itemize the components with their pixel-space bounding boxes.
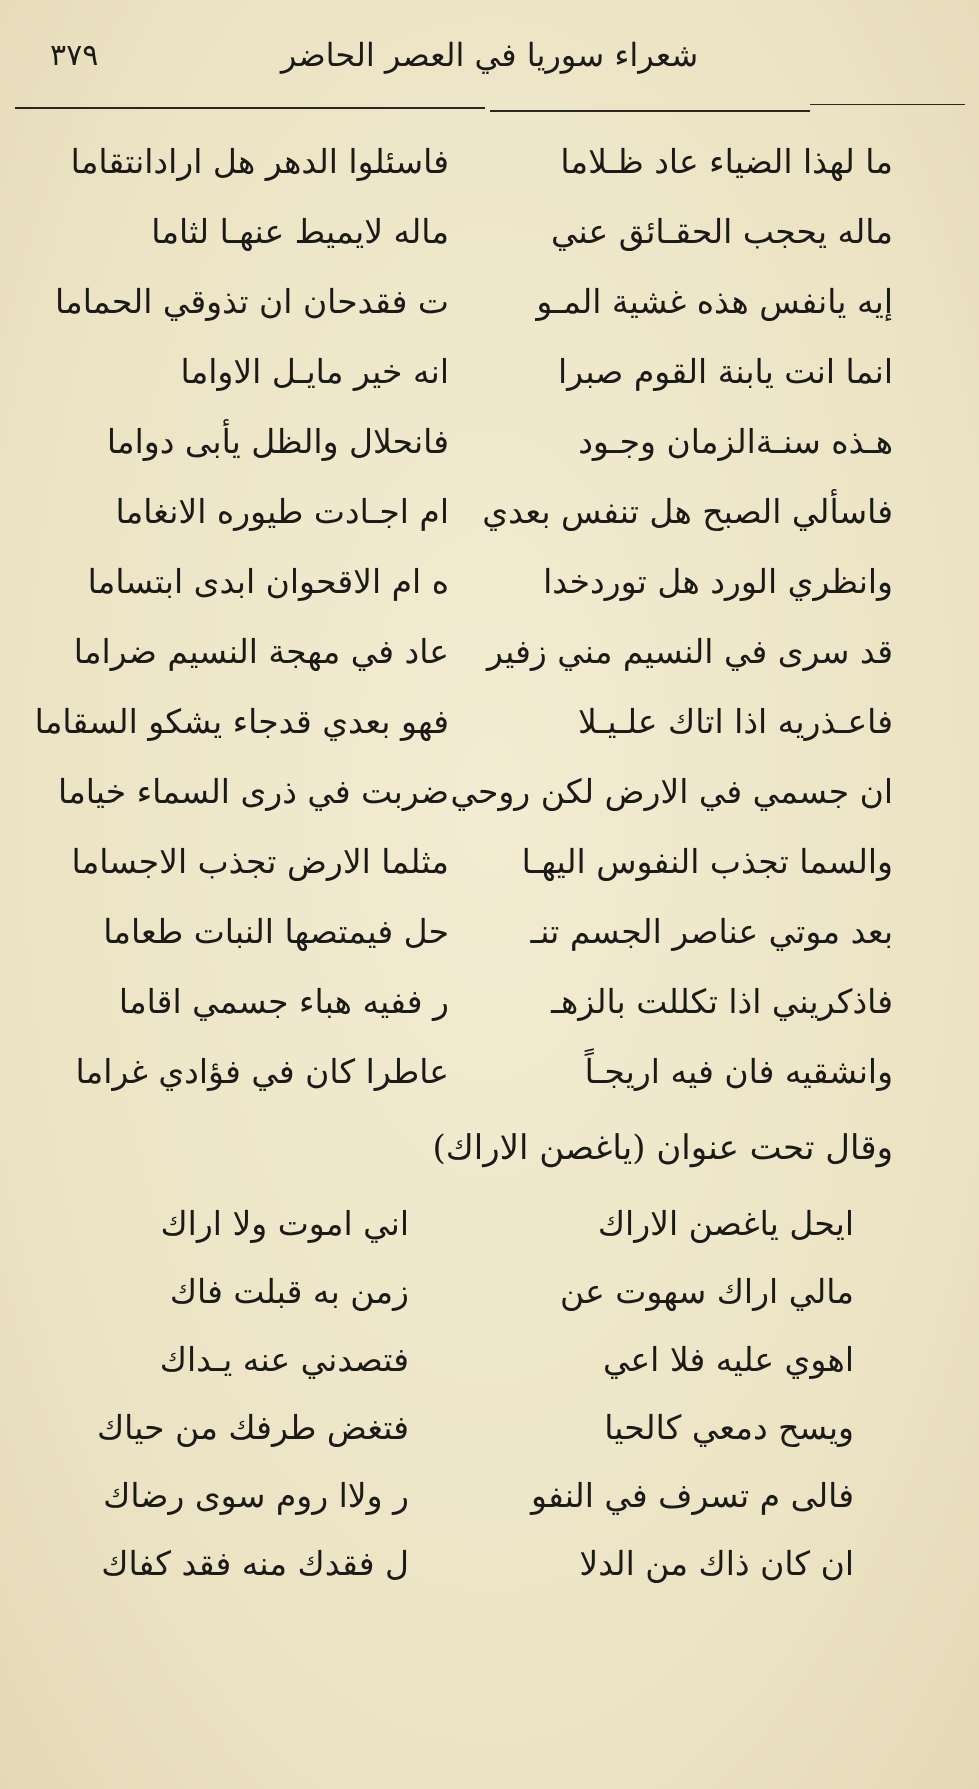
verse-second-hemistich: فتغض طرفك من حياك — [96, 1408, 409, 1447]
header-rule — [15, 107, 485, 109]
verse-first-hemistich: ما لهذا الضياء عاد ظـلاما — [560, 142, 893, 181]
verse-line — [0, 1532, 979, 1600]
verse-first-hemistich: انما انت يابنة القوم صبرا — [557, 352, 893, 391]
verse-first-hemistich: وانشقيه فان فيه اريجـاً — [584, 1052, 893, 1091]
verse-first-hemistich: فالى م تسرف في النفو — [530, 1476, 854, 1515]
verse-second-hemistich: عاطرا كان في فؤادي غراما — [75, 1052, 449, 1091]
verse-first-hemistich: مالي اراك سهوت عن — [559, 1272, 854, 1311]
verse-first-hemistich: ويسح دمعي كالحيا — [604, 1408, 854, 1447]
verse-first-hemistich: بعد موتي عناصر الجسم تنـ — [530, 912, 893, 951]
verse-line — [0, 1464, 979, 1532]
verse-first-hemistich: فاعـذريه اذا اتاك علـيـلا — [577, 702, 893, 741]
verse-second-hemistich: ر ففيه هباء جسمي اقاما — [118, 982, 449, 1021]
verse-second-hemistich: ل فقدك منه فقد كفاك — [101, 1544, 409, 1583]
verse-line — [0, 690, 979, 760]
verse-line — [0, 480, 979, 550]
verse-line — [0, 1040, 979, 1110]
verse-first-hemistich: إيه يانفس هذه غشية المـو — [536, 282, 893, 321]
verse-second-hemistich: انه خير مايـل الاواما — [180, 352, 449, 391]
verse-second-hemistich: زمن به قبلت فاك — [169, 1272, 409, 1311]
second-poem — [0, 1192, 979, 1600]
verse-second-hemistich: ام اجـادت طيوره الانغاما — [115, 492, 449, 531]
page-header — [20, 28, 959, 88]
verse-first-hemistich: قد سرى في النسيم مني زفير — [486, 632, 893, 671]
verse-line — [0, 900, 979, 970]
verse-first-hemistich: ماله يحجب الحقـائق عني — [551, 212, 893, 251]
header-rule — [490, 110, 810, 112]
verse-line — [0, 550, 979, 620]
verse-line — [0, 760, 979, 830]
verse-first-hemistich: هـذه سنـةالزمان وجـود — [578, 422, 893, 461]
verse-line — [0, 130, 979, 200]
verse-second-hemistich: ت فقدحان ان تذوقي الحماما — [54, 282, 449, 321]
verse-line — [0, 620, 979, 690]
verse-second-hemistich: مثلما الارض تجذب الاجساما — [71, 842, 449, 881]
verse-second-hemistich: ه ام الاقحوان ابدى ابتساما — [87, 562, 449, 601]
verse-line — [0, 1260, 979, 1328]
verse-line — [0, 1192, 979, 1260]
verse-second-hemistich: حل فيمتصها النبات طعاما — [103, 912, 449, 951]
verse-line — [0, 200, 979, 270]
verse-line — [0, 830, 979, 900]
verse-first-hemistich: ان جسمي في الارض لكن روحي — [450, 772, 893, 811]
verse-first-hemistich: وانظري الورد هل توردخدا — [543, 562, 893, 601]
verse-first-hemistich: ان كان ذاك من الدلا — [579, 1544, 854, 1583]
page-number: ٣٧٩ — [50, 38, 99, 73]
verse-line — [0, 1328, 979, 1396]
poem-subheading — [0, 1110, 979, 1192]
verse-second-hemistich: ر ولاا روم سوى رضاك — [103, 1476, 409, 1515]
verse-second-hemistich: فتصدني عنه يـداك — [159, 1340, 409, 1379]
verse-first-hemistich: فاسألي الصبح هل تنفس بعدي — [482, 492, 893, 531]
verse-second-hemistich: ضربت في ذرى السماء خياما — [58, 772, 449, 811]
verse-line — [0, 410, 979, 480]
verse-second-hemistich: ماله لايميط عنهـا لثاما — [151, 212, 449, 251]
verse-line — [0, 270, 979, 340]
verse-line — [0, 970, 979, 1040]
verse-second-hemistich: عاد في مهجة النسيم ضراما — [73, 632, 449, 671]
poem-body — [0, 130, 979, 1600]
running-title: شعراء سوريا في العصر الحاضر — [280, 36, 699, 74]
verse-second-hemistich: فاسئلوا الدهر هل ارادانتقاما — [70, 142, 449, 181]
verse-line — [0, 340, 979, 410]
verse-first-hemistich: اهوي عليه فلا اعي — [602, 1340, 854, 1379]
verse-first-hemistich: ايحل ياغصن الاراك — [597, 1204, 854, 1243]
header-rule — [810, 104, 965, 105]
verse-second-hemistich: فهو بعدي قدجاء يشكو السقاما — [34, 702, 449, 741]
verse-second-hemistich: فانحلال والظل يأبى دواما — [106, 422, 449, 461]
subheading-text: وقال تحت عنوان (ياغصن الاراك) — [432, 1128, 893, 1168]
verse-line — [0, 1396, 979, 1464]
verse-first-hemistich: فاذكريني اذا تكللت بالزهـ — [551, 982, 893, 1021]
verse-second-hemistich: اني اموت ولا اراك — [160, 1204, 409, 1243]
verse-first-hemistich: والسما تجذب النفوس اليهـا — [521, 842, 893, 881]
